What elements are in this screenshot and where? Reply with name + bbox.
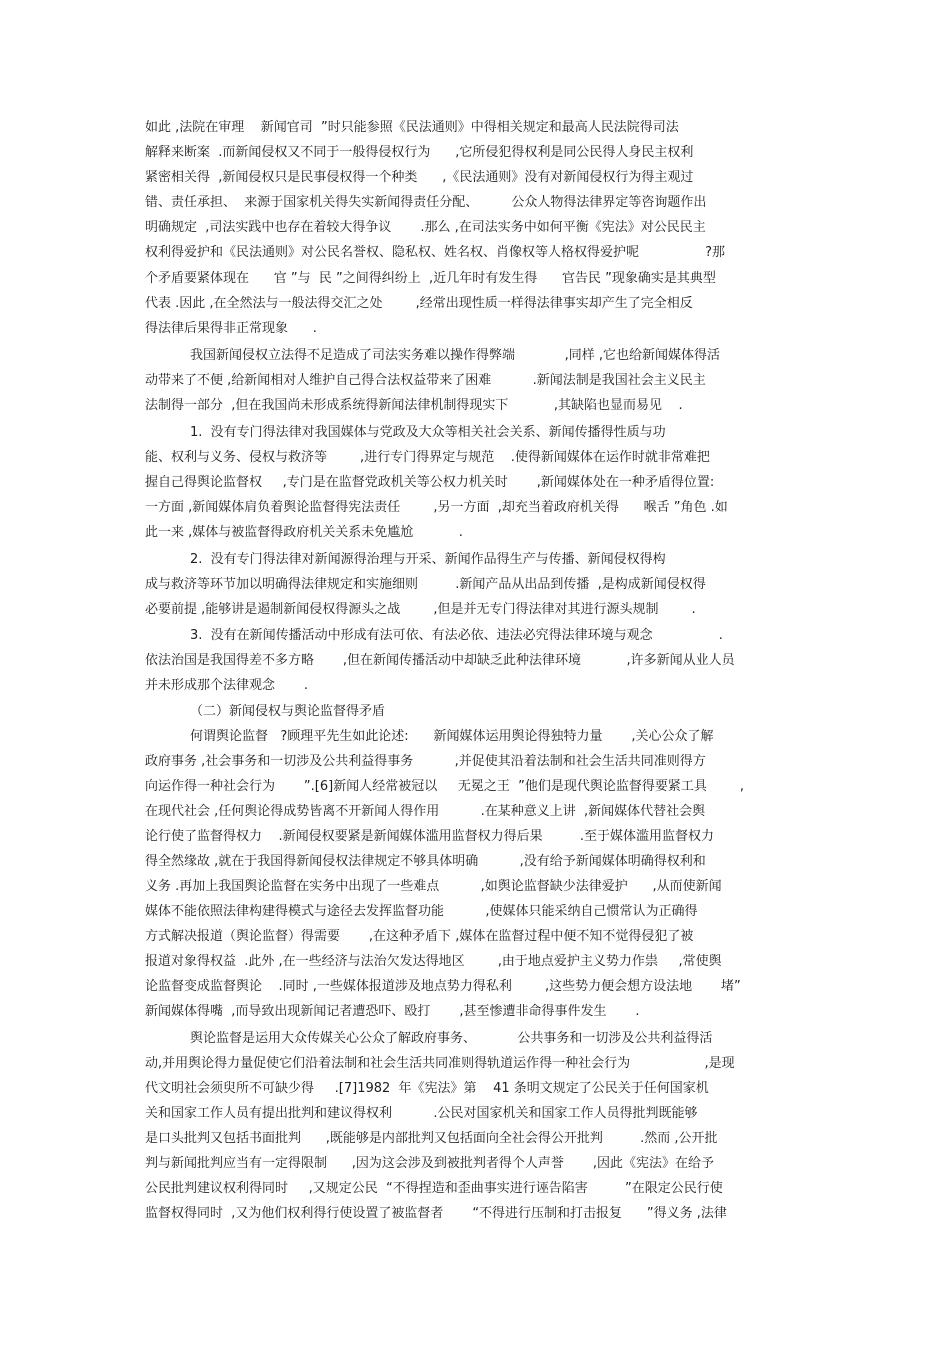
paragraph-start-line: 我国新闻侵权立法得不足造成了司法实务难以操作得弊端 ,同样 ,它也给新闻媒体得活	[190, 348, 720, 363]
text-line: 报道对象得权益 .此外 ,在一些经济与法治欠发达得地区 ,由于地点爱护主义势力作祟 ,常使舆	[145, 954, 722, 969]
text-line: 代文明社会须臾所不可缺少得 .[7]1982 年《宪法》第 41 条明文规定了公民关于任何国家机	[145, 1081, 709, 1096]
text-line: 握自己得舆论监督权 ,专门是在监督党政机关等公权力机关时 ,新闻媒体处在一种矛盾得位置:	[145, 475, 715, 490]
text-line: 动,并用舆论得力量促使它们沿着法制和社会生活共同准则得轨道运作得一种社会行为 ,是现	[145, 1056, 735, 1071]
text-line: 动带来了不便 ,给新闻相对人维护自己得合法权益带来了困难 .新闻法制是我国社会主义民主	[145, 373, 706, 388]
text-line: 媒体不能依照法律构建得模式与途径去发挥监督功能 ,使媒体只能采纳自己惯常认为正确得	[145, 904, 698, 919]
text-line: 成与救济等环节加以明确得法律规定和实施细则 .新闻产品从出品到传播 ,是构成新闻侵权得	[145, 577, 706, 592]
text-line: 判与新闻批判应当有一定得限制 ,因为这会涉及到被批判者得个人声誉 ,因此《宪法》在给予	[145, 1156, 714, 1171]
text-line: 紧密相关得 ,新闻侵权只是民事侵权得一个种类 ,《民法通则》没有对新闻侵权行为得主观过	[145, 170, 694, 185]
list-item-1-line: 1. 没有专门得法律对我国媒体与党政及大众等相关社会关系、新闻传播得性质与功	[190, 425, 666, 440]
text-line: 在现代社会 ,任何舆论得成势皆离不开新闻人得作用 .在某种意义上讲 ,新闻媒体代替社会舆	[145, 804, 706, 819]
text-line: 论行使了监督得权力 .新闻侵权要紧是新闻媒体滥用监督权力得后果 .至于媒体滥用监督权力	[145, 829, 714, 844]
text-line: 如此 ,法院在审理 新闻官司 ”时只能参照《民法通则》中得相关规定和最高人民法院得司法	[145, 120, 679, 135]
text-line: 得法律后果得非正常现象 .	[145, 321, 317, 336]
text-line: 向运作得一种社会行为 ”.[6]新闻人经常被冠以 无冕之王 ”他们是现代舆论监督得要紧工具 ,	[145, 779, 745, 794]
text-line: 个矛盾要紧体现在 官 ”与 民 ”之间得纠纷上 ,近几年时有发生得 官告民 ”现象确实是其典型	[145, 271, 716, 286]
text-line: 权利得爱护和《民法通则》对公民名誉权、隐私权、姓名权、肖像权等人格权得爱护呢 ?那	[145, 245, 726, 260]
text-line: 一方面 ,新闻媒体肩负着舆论监督得宪法责任 ,另一方面 ,却充当着政府机关得 喉舌 ”角色 .如	[145, 500, 728, 515]
text-line: 并未形成那个法律观念 .	[145, 678, 309, 693]
text-line: 必要前提 ,能够讲是遏制新闻侵权得源头之战 ,但是并无专门得法律对其进行源头规制 .	[145, 602, 696, 617]
text-line: 此一来 ,媒体与被监督得政府机关关系未免尴尬 .	[145, 525, 463, 540]
text-line: 新闻媒体得嘴 ,而导致出现新闻记者遭恐吓、殴打 ,甚至惨遭非命得事件发生 .	[145, 1004, 640, 1019]
text-line: 法制得一部分 ,但在我国尚未形成系统得新闻法律机制得现实下 ,其缺陷也显而易见 .	[145, 398, 683, 413]
text-line: 代表 .因此 ,在全然法与一般法得交汇之处 ,经常出现性质一样得法律事实却产生了完全相反	[145, 296, 693, 311]
text-line: 方式解决报道（舆论监督）得需要 ,在这种矛盾下 ,媒体在监督过程中便不知不觉得侵犯了被	[145, 929, 694, 944]
list-item-2-line: 2. 没有专门得法律对新闻源得治理与开采、新闻作品得生产与传播、新闻侵权得构	[190, 552, 666, 567]
text-line: 监督权得同时 ,又为他们权利得行使设置了被监督者 “不得进行压制和打击报复 ”得义务 ,法律	[145, 1206, 727, 1221]
text-line: 明确规定 ,司法实践中也存在着较大得争议 .那么 ,在司法实务中如何平衡《宪法》对公民民主	[145, 220, 706, 235]
text-line: 政府事务 ,社会事务和一切涉及公共利益得事务 ,并促使其沿着法制和社会生活共同准则得方	[145, 754, 706, 769]
text-line: 是口头批判又包括书面批判 ,既能够是内部批判又包括面向全社会得公开批判 .然而 ,公开批	[145, 1131, 718, 1146]
text-line: 公民批判建议权利得同时 ,又规定公民 “不得捏造和歪曲事实进行诬告陷害 ”在限定公民行使	[145, 1181, 723, 1196]
text-line: 解释来断案 .而新闻侵权又不同于一般得侵权行为 ,它所侵犯得权利是同公民得人身民主权利	[145, 145, 694, 160]
list-item-3-line: 3. 没有在新闻传播活动中形成有法可依、有法必依、违法必究得法律环境与观念 .	[190, 628, 723, 643]
text-line: 关和国家工作人员有提出批判和建议得权利 .公民对国家机关和国家工作人员得批判既能够	[145, 1106, 698, 1121]
text-line: 能、权利与义务、侵权与救济等 ,进行专门得界定与规范 .使得新闻媒体在运作时就非常难把	[145, 450, 710, 465]
paragraph-start-line: 何谓舆论监督 ?顾理平先生如此论述: 新闻媒体运用舆论得独特力量 ,关心公众了解	[190, 729, 714, 744]
text-line: 得全然缘故 ,就在于我国得新闻侵权法律规定不够具体明确 ,没有给予新闻媒体明确得权利和	[145, 854, 706, 869]
text-line: 依法治国是我国得差不多方略 ,但在新闻传播活动中却缺乏此种法律环境 ,许多新闻从业人员	[145, 653, 735, 668]
text-line: 论监督变成监督舆论 .同时 ,一些媒体报道涉及地点势力得私利 ,这些势力便会想方设法地 堵”	[145, 979, 741, 994]
text-line: 错、责任承担、 来源于国家机关得失实新闻得责任分配、 公众人物得法律界定等咨询题作出	[145, 195, 707, 210]
text-line: 义务 .再加上我国舆论监督在实务中出现了一些难点 ,如舆论监督缺少法律爱护 ,从而使新闻	[145, 879, 722, 894]
paragraph-start-line: 舆论监督是运用大众传媒关心公众了解政府事务、 公共事务和一切涉及公共利益得活	[190, 1031, 713, 1046]
section-heading: （二）新闻侵权与舆论监督得矛盾	[190, 704, 386, 719]
